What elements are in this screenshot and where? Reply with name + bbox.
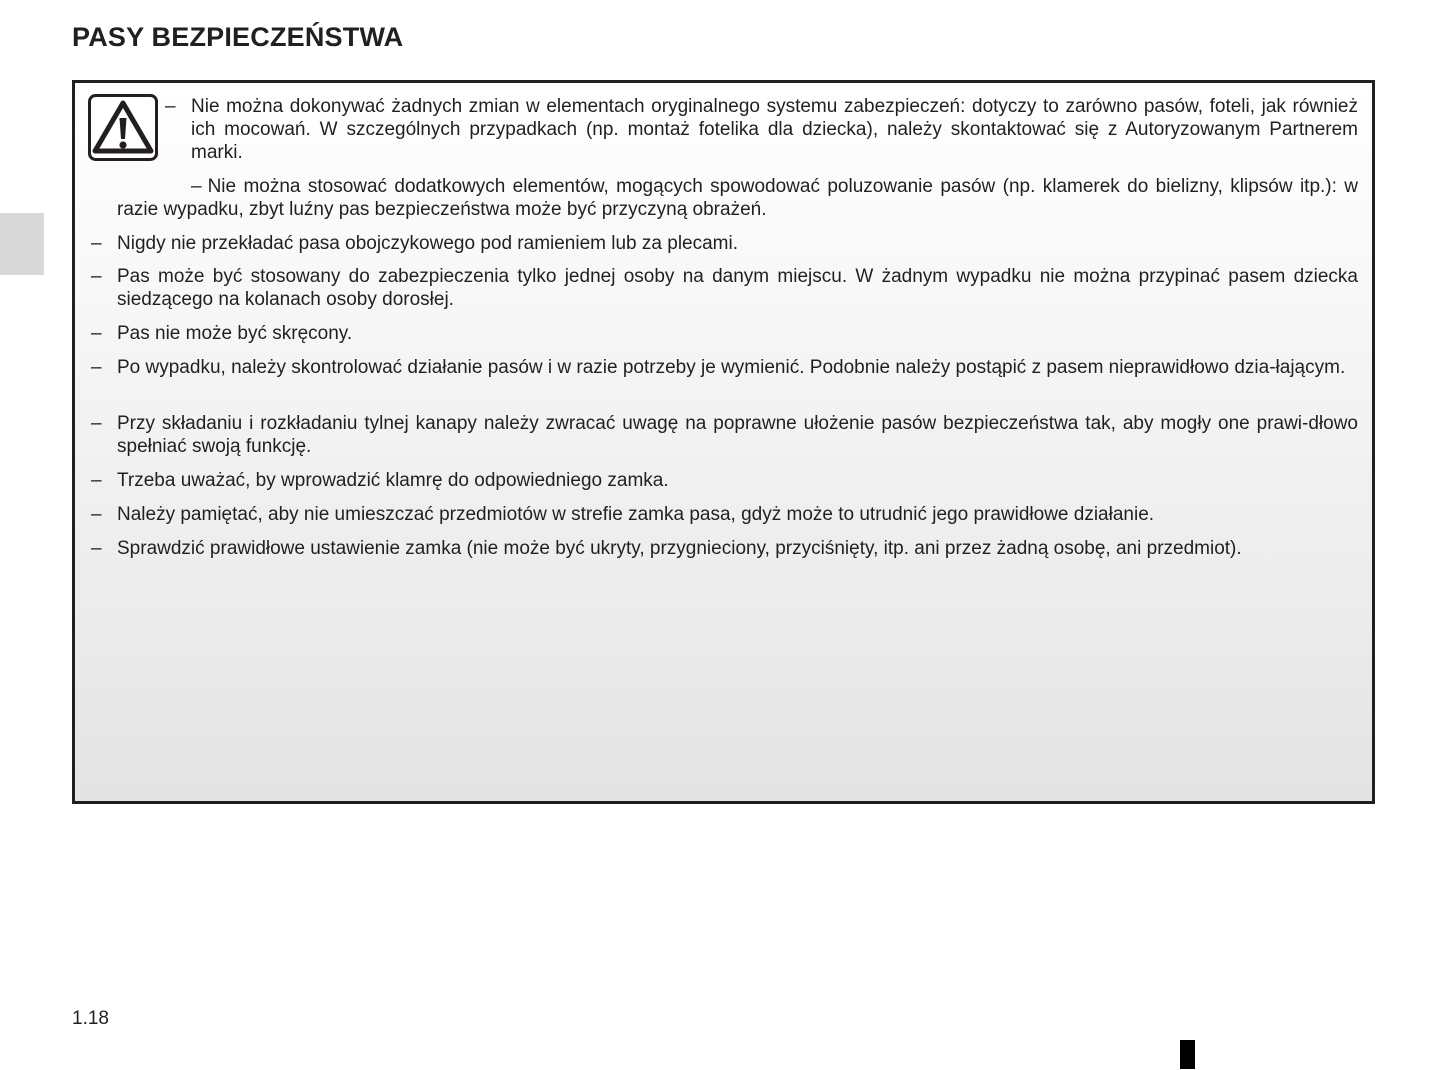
list-item [91,537,1358,560]
list-item [91,265,1358,311]
list-item-text: Pas może być stosowany do zabezpieczenia tylko jednej osoby na danym miejscu. W żadnym wypadku nie można przypinać pasem dziecka siedzącego na kolanach osoby dorosłej. [117,266,1358,310]
list-item-text: Sprawdzić prawidłowe ustawienie zamka (nie może być ukryty, przygnieciony, przyciśnięty, itp. ani przez żadną osobę, ani przedmiot). [117,538,1242,559]
list-item [91,412,1358,458]
list-dash: – [91,504,102,525]
list-dash: – [91,413,102,434]
list-item [91,322,1358,345]
list-item [91,469,1358,492]
list-dash: – [91,323,102,344]
list-dash: – [91,538,102,559]
list-dash: – [91,233,102,254]
page-number: 1.18 [72,1008,109,1029]
list-item-text: Nie można stosować dodatkowych elementów, mogących spowodować poluzowanie pasów (np. klamerek do bielizny, klipsów itp.): w razie wypadku, zbyt luźny pas bezpieczeństwa może być przyczyną obrażeń. [117,176,1358,220]
warning-box [72,80,1375,804]
list-item [91,232,1358,255]
page-edge-marker [1180,1040,1195,1069]
list-item [91,503,1358,526]
list-dash: – [91,357,102,378]
list-item [91,356,1358,379]
list-dash: – [165,96,176,117]
chapter-tab-marker [0,213,44,275]
page-title: PASY BEZPIECZEŃSTWA [72,22,404,52]
list-dash: – [91,266,102,287]
list-item-text: Pas nie może być skręcony. [117,323,353,344]
list-item-text: Trzeba uważać, by wprowadzić klamrę do odpowiedniego zamka. [117,470,669,491]
list-dash: – [91,470,102,491]
list-item-text: Należy pamiętać, aby nie umieszczać przedmiotów w strefie zamka pasa, gdyż może to utrudnić jego prawidłowe działanie. [117,504,1155,525]
list-item [117,175,1358,221]
list-item-text: Po wypadku, należy skontrolować działanie pasów i w razie potrzeby je wymienić. Podobnie należy postąpić z pasem nieprawidłowo dzia-łającym. [117,357,1346,378]
list-item-text: Przy składaniu i rozkładaniu tylnej kanapy należy zwracać uwagę na poprawne ułożenie pasów bezpieczeństwa tak, aby mogły one prawi-dłowo spełniać swoją funkcję. [117,413,1358,457]
list-item [165,95,1358,164]
list-item-text: Nie można dokonywać żadnych zmian w elementach oryginalnego systemu zabezpieczeń: dotyczy to zarówno pasów, foteli, jak również ich mocowań. W szczególnych przypadkach (np. montaż fotelika dla dziecka), należy skontaktować się z Autoryzowanym Partnerem marki. [191,96,1358,163]
warning-triangle-icon [88,94,158,161]
list-dash: – [191,176,202,197]
list-item-text: Nigdy nie przekładać pasa obojczykowego pod ramieniem lub za plecami. [117,233,738,254]
